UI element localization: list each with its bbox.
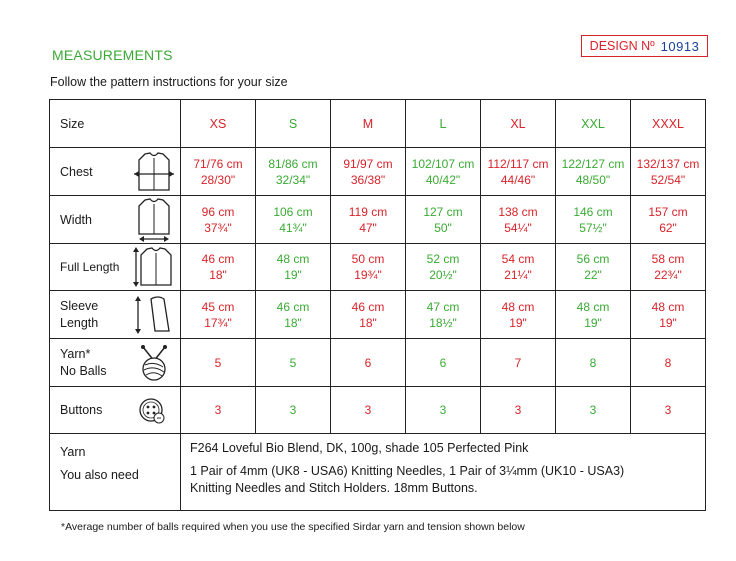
value-cell: 56 cm 22": [556, 244, 631, 291]
length-garment-icon: [131, 244, 181, 291]
info-labels: [50, 434, 181, 511]
row-label-width: Width: [50, 196, 131, 244]
value-cell: 146 cm 57½": [556, 196, 631, 244]
value-cell: 127 cm 50": [406, 196, 481, 244]
value-cell: 8: [631, 339, 706, 387]
info-details: [181, 434, 706, 511]
table-row-sleeve-length: [50, 291, 706, 339]
design-label: DESIGN Nº: [589, 39, 655, 53]
table-row-info: [50, 434, 706, 511]
table-row-buttons: [50, 387, 706, 434]
value-cell: 48 cm 19": [256, 244, 331, 291]
value-cell: 46 cm 18": [256, 291, 331, 339]
intro-text: Follow the pattern instructions for your size: [50, 75, 288, 89]
yarn-label: Yarn: [60, 445, 86, 459]
size-header: M: [331, 100, 406, 148]
chest-garment-icon: [131, 148, 181, 196]
also-need-line-2: Knitting Needles and Stitch Holders. 18mm Buttons.: [190, 481, 478, 495]
value-cell: 48 cm 19": [556, 291, 631, 339]
value-cell: 132/137 cm 52/54": [631, 148, 706, 196]
yarn-ball-icon: [131, 339, 181, 387]
row-label-yarn-balls: Yarn* No Balls: [50, 339, 131, 387]
value-cell: 119 cm 47": [331, 196, 406, 244]
size-header: XL: [481, 100, 556, 148]
value-cell: 3: [181, 387, 256, 434]
design-number: 10913: [660, 38, 700, 54]
value-cell: 106 cm 41¾": [256, 196, 331, 244]
size-header: XS: [181, 100, 256, 148]
value-cell: 3: [331, 387, 406, 434]
value-cell: 91/97 cm 36/38": [331, 148, 406, 196]
table-row-width: [50, 196, 706, 244]
value-cell: 8: [556, 339, 631, 387]
value-cell: 47 cm 18½": [406, 291, 481, 339]
value-cell: 3: [481, 387, 556, 434]
value-cell: 58 cm 22¾": [631, 244, 706, 291]
value-cell: 71/76 cm 28/30": [181, 148, 256, 196]
value-cell: 138 cm 54¼": [481, 196, 556, 244]
size-header: L: [406, 100, 481, 148]
also-need-line-1: 1 Pair of 4mm (UK8 - USA6) Knitting Needles, 1 Pair of 3¼mm (UK10 - USA3): [190, 464, 625, 478]
size-header: XXXL: [631, 100, 706, 148]
yarn-description: F264 Loveful Bio Blend, DK, 100g, shade 105 Perfected Pink: [190, 441, 529, 455]
value-cell: 6: [406, 339, 481, 387]
sleeve-icon: [131, 291, 181, 339]
value-cell: 3: [631, 387, 706, 434]
also-need-label: You also need: [60, 468, 139, 482]
row-label-size: Size: [50, 100, 181, 148]
row-label-chest: Chest: [50, 148, 131, 196]
value-cell: 3: [556, 387, 631, 434]
design-number-box: [581, 35, 708, 57]
value-cell: 5: [181, 339, 256, 387]
value-cell: 48 cm 19": [481, 291, 556, 339]
size-header: XXL: [556, 100, 631, 148]
value-cell: 7: [481, 339, 556, 387]
value-cell: 6: [331, 339, 406, 387]
value-cell: 3: [406, 387, 481, 434]
value-cell: 96 cm 37¾": [181, 196, 256, 244]
value-cell: 122/127 cm 48/50": [556, 148, 631, 196]
value-cell: 45 cm 17¾": [181, 291, 256, 339]
section-heading: MEASUREMENTS: [52, 47, 173, 63]
row-label-sleeve-length: Sleeve Length: [50, 291, 131, 339]
value-cell: 52 cm 20½": [406, 244, 481, 291]
table-row-chest: [50, 148, 706, 196]
row-label-full-length: Full Length: [50, 244, 131, 291]
table-row-full-length: [50, 244, 706, 291]
size-header: S: [256, 100, 331, 148]
value-cell: 46 cm 18": [331, 291, 406, 339]
width-garment-icon: [131, 196, 181, 244]
value-cell: 157 cm 62": [631, 196, 706, 244]
value-cell: 3: [256, 387, 331, 434]
value-cell: 5: [256, 339, 331, 387]
footnote: *Average number of balls required when you use the specified Sirdar yarn and tension shown below: [61, 521, 525, 533]
value-cell: 54 cm 21¼": [481, 244, 556, 291]
value-cell: 48 cm 19": [631, 291, 706, 339]
value-cell: 46 cm 18": [181, 244, 256, 291]
row-label-buttons: Buttons: [50, 387, 131, 434]
table-row-yarn-balls: [50, 339, 706, 387]
value-cell: 81/86 cm 32/34": [256, 148, 331, 196]
value-cell: 102/107 cm 40/42": [406, 148, 481, 196]
value-cell: 112/117 cm 44/46": [481, 148, 556, 196]
button-icon: [131, 387, 181, 434]
table-row-size: [50, 100, 706, 148]
measurements-table: [49, 99, 706, 511]
value-cell: 50 cm 19¾": [331, 244, 406, 291]
